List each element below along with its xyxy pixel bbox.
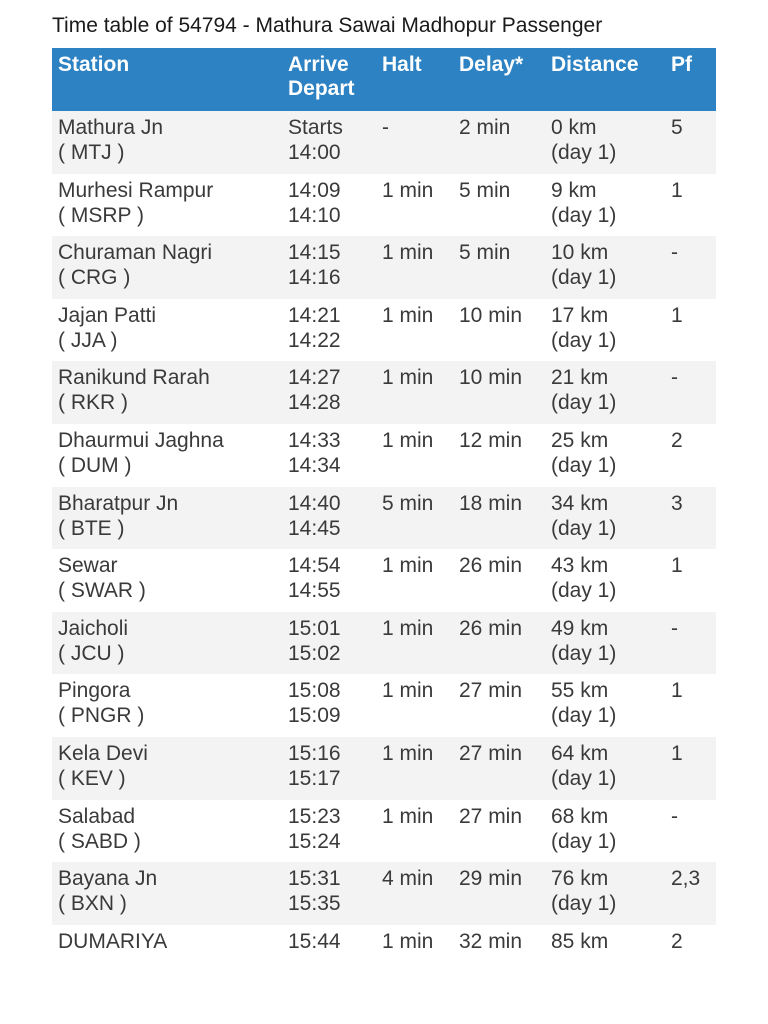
station-name: Salabad bbox=[58, 804, 136, 828]
time-cell bbox=[282, 925, 376, 988]
delay-cell bbox=[453, 674, 545, 737]
delay-value: 26 min bbox=[459, 616, 523, 640]
pf-cell bbox=[665, 737, 716, 800]
page-title: Time table of 54794 - Mathura Sawai Madhopur Passenger bbox=[52, 14, 603, 37]
platform-value: 1 bbox=[671, 679, 683, 703]
platform-value: 1 bbox=[671, 741, 683, 765]
time-cell bbox=[282, 299, 376, 362]
arrive-time: 14:21 bbox=[288, 303, 341, 327]
table-row bbox=[52, 674, 716, 737]
halt-cell bbox=[376, 925, 453, 988]
platform-value: 2 bbox=[671, 428, 683, 452]
table-row bbox=[52, 612, 716, 675]
station-code: ( SWAR ) bbox=[58, 579, 146, 603]
distance-value: 49 km bbox=[551, 616, 609, 640]
table-row bbox=[52, 549, 716, 612]
day-value: (day 1) bbox=[551, 453, 617, 477]
distance-value: 64 km bbox=[551, 741, 609, 765]
arrive-time: 15:31 bbox=[288, 867, 341, 891]
distance-value: 0 km bbox=[551, 116, 597, 139]
header-station: Station bbox=[58, 53, 130, 76]
platform-value: 1 bbox=[671, 554, 683, 578]
depart-time: 15:17 bbox=[288, 766, 341, 790]
table-row bbox=[52, 424, 716, 487]
station-name: Ranikund Rarah bbox=[58, 366, 210, 390]
halt-value: 1 min bbox=[382, 679, 434, 703]
station-cell bbox=[52, 737, 282, 800]
header-distance: Distance bbox=[551, 53, 639, 76]
station-cell bbox=[52, 862, 282, 925]
depart-time: 15:09 bbox=[288, 704, 341, 728]
depart-time: 14:10 bbox=[288, 203, 341, 227]
pf-cell bbox=[665, 299, 716, 362]
depart-time: 14:00 bbox=[288, 141, 341, 164]
delay-cell bbox=[453, 925, 545, 988]
pf-cell bbox=[665, 612, 716, 675]
station-name: Kela Devi bbox=[58, 741, 148, 765]
table-row bbox=[52, 862, 716, 925]
delay-cell bbox=[453, 487, 545, 550]
station-cell bbox=[52, 111, 282, 174]
arrive-time: 14:54 bbox=[288, 554, 341, 578]
platform-value: 2,3 bbox=[671, 867, 701, 891]
distance-value: 76 km bbox=[551, 867, 609, 891]
distance-value: 10 km bbox=[551, 241, 609, 265]
delay-value: 26 min bbox=[459, 554, 523, 578]
delay-cell bbox=[453, 549, 545, 612]
table-row bbox=[52, 174, 716, 237]
station-code: ( BTE ) bbox=[58, 516, 125, 540]
pf-cell bbox=[665, 674, 716, 737]
station-code: ( MTJ ) bbox=[58, 141, 125, 164]
station-code: ( PNGR ) bbox=[58, 704, 145, 728]
day-value: (day 1) bbox=[551, 641, 617, 665]
pf-cell bbox=[665, 800, 716, 863]
time-cell bbox=[282, 424, 376, 487]
halt-cell bbox=[376, 487, 453, 550]
halt-cell bbox=[376, 174, 453, 237]
station-name: Dhaurmui Jaghna bbox=[58, 428, 224, 452]
day-value: (day 1) bbox=[551, 766, 617, 790]
station-name: Mathura Jn bbox=[58, 116, 164, 139]
distance-value: 85 km bbox=[551, 929, 609, 953]
timetable bbox=[52, 48, 716, 987]
header-pf: Pf bbox=[671, 53, 692, 76]
station-cell bbox=[52, 236, 282, 299]
distance-value: 68 km bbox=[551, 804, 609, 828]
station-code: ( JJA ) bbox=[58, 328, 118, 352]
table-row bbox=[52, 361, 716, 424]
station-code: ( JCU ) bbox=[58, 641, 125, 665]
station-name: Murhesi Rampur bbox=[58, 178, 214, 202]
delay-cell bbox=[453, 174, 545, 237]
header-arrive-depart bbox=[282, 48, 376, 111]
depart-time: 14:55 bbox=[288, 579, 341, 603]
station-cell bbox=[52, 925, 282, 988]
station-name: Jaicholi bbox=[58, 616, 129, 640]
station-code: ( SABD ) bbox=[58, 829, 141, 853]
station-name: DUMARIYA bbox=[58, 929, 168, 953]
time-cell bbox=[282, 361, 376, 424]
halt-value: 1 min bbox=[382, 616, 434, 640]
distance-value: 43 km bbox=[551, 554, 609, 578]
day-value: (day 1) bbox=[551, 391, 617, 415]
halt-value: 1 min bbox=[382, 741, 434, 765]
table-row bbox=[52, 800, 716, 863]
distance-cell bbox=[545, 925, 665, 988]
platform-value: 3 bbox=[671, 491, 683, 515]
station-name: Bharatpur Jn bbox=[58, 491, 179, 515]
depart-time: 14:34 bbox=[288, 453, 341, 477]
day-value: (day 1) bbox=[551, 829, 617, 853]
station-cell bbox=[52, 424, 282, 487]
distance-cell bbox=[545, 174, 665, 237]
halt-value: 1 min bbox=[382, 428, 434, 452]
distance-cell bbox=[545, 612, 665, 675]
distance-cell bbox=[545, 424, 665, 487]
platform-value: - bbox=[671, 241, 678, 265]
delay-cell bbox=[453, 737, 545, 800]
station-code: ( DUM ) bbox=[58, 453, 132, 477]
delay-cell bbox=[453, 424, 545, 487]
station-cell bbox=[52, 800, 282, 863]
table-row bbox=[52, 925, 716, 988]
station-code: ( KEV ) bbox=[58, 766, 126, 790]
day-value: (day 1) bbox=[551, 203, 617, 227]
station-cell bbox=[52, 174, 282, 237]
arrive-time: 14:09 bbox=[288, 178, 341, 202]
delay-value: 18 min bbox=[459, 491, 523, 515]
pf-cell bbox=[665, 236, 716, 299]
time-cell bbox=[282, 174, 376, 237]
delay-value: 2 min bbox=[459, 116, 511, 139]
day-value: (day 1) bbox=[551, 892, 617, 916]
halt-value: 1 min bbox=[382, 303, 434, 327]
halt-cell bbox=[376, 737, 453, 800]
arrive-time: 14:40 bbox=[288, 491, 341, 515]
pf-cell bbox=[665, 549, 716, 612]
halt-value: 1 min bbox=[382, 241, 434, 265]
time-cell bbox=[282, 737, 376, 800]
station-cell bbox=[52, 361, 282, 424]
table-row bbox=[52, 111, 716, 174]
halt-value: 5 min bbox=[382, 491, 434, 515]
depart-time: 14:28 bbox=[288, 391, 341, 415]
station-cell bbox=[52, 612, 282, 675]
station-code: ( BXN ) bbox=[58, 892, 127, 916]
halt-value: 1 min bbox=[382, 929, 434, 953]
halt-value: 1 min bbox=[382, 366, 434, 390]
arrive-time: 15:23 bbox=[288, 804, 341, 828]
arrive-time: 15:01 bbox=[288, 616, 341, 640]
distance-cell bbox=[545, 737, 665, 800]
platform-value: 2 bbox=[671, 929, 683, 953]
halt-cell bbox=[376, 236, 453, 299]
station-cell bbox=[52, 299, 282, 362]
distance-value: 25 km bbox=[551, 428, 609, 452]
delay-value: 32 min bbox=[459, 929, 523, 953]
delay-value: 27 min bbox=[459, 679, 523, 703]
time-cell bbox=[282, 800, 376, 863]
time-cell bbox=[282, 549, 376, 612]
time-cell bbox=[282, 111, 376, 174]
depart-time: 14:45 bbox=[288, 516, 341, 540]
time-cell bbox=[282, 862, 376, 925]
distance-value: 17 km bbox=[551, 303, 609, 327]
header-arrive: Arrive bbox=[288, 53, 349, 76]
distance-cell bbox=[545, 487, 665, 550]
station-name: Churaman Nagri bbox=[58, 241, 213, 265]
distance-value: 9 km bbox=[551, 178, 597, 202]
time-cell bbox=[282, 612, 376, 675]
distance-cell bbox=[545, 361, 665, 424]
depart-time: 15:02 bbox=[288, 641, 341, 665]
time-cell bbox=[282, 674, 376, 737]
arrive-time: Starts bbox=[288, 116, 343, 139]
depart-time: 15:24 bbox=[288, 829, 341, 853]
delay-cell bbox=[453, 299, 545, 362]
arrive-time: 14:15 bbox=[288, 241, 341, 265]
delay-value: 12 min bbox=[459, 428, 523, 452]
halt-cell bbox=[376, 299, 453, 362]
arrive-time: 14:33 bbox=[288, 428, 341, 452]
header-halt: Halt bbox=[382, 53, 422, 76]
delay-value: 5 min bbox=[459, 241, 511, 265]
pf-cell bbox=[665, 111, 716, 174]
halt-cell bbox=[376, 674, 453, 737]
header-depart: Depart bbox=[288, 77, 355, 100]
delay-value: 27 min bbox=[459, 741, 523, 765]
station-name: Sewar bbox=[58, 554, 118, 578]
platform-value: 1 bbox=[671, 178, 683, 202]
depart-time: 15:35 bbox=[288, 892, 341, 916]
distance-cell bbox=[545, 800, 665, 863]
station-code: ( MSRP ) bbox=[58, 203, 144, 227]
halt-cell bbox=[376, 612, 453, 675]
table-row bbox=[52, 737, 716, 800]
distance-cell bbox=[545, 862, 665, 925]
distance-cell bbox=[545, 236, 665, 299]
distance-value: 55 km bbox=[551, 679, 609, 703]
distance-value: 34 km bbox=[551, 491, 609, 515]
table-row bbox=[52, 487, 716, 550]
halt-cell bbox=[376, 111, 453, 174]
halt-value: 1 min bbox=[382, 178, 434, 202]
time-cell bbox=[282, 236, 376, 299]
delay-cell bbox=[453, 800, 545, 863]
table-header-row bbox=[52, 48, 716, 111]
halt-cell bbox=[376, 862, 453, 925]
delay-cell bbox=[453, 612, 545, 675]
distance-value: 21 km bbox=[551, 366, 609, 390]
pf-cell bbox=[665, 925, 716, 988]
delay-cell bbox=[453, 862, 545, 925]
time-cell bbox=[282, 487, 376, 550]
station-cell bbox=[52, 487, 282, 550]
delay-cell bbox=[453, 111, 545, 174]
halt-cell bbox=[376, 800, 453, 863]
halt-value: 1 min bbox=[382, 804, 434, 828]
halt-cell bbox=[376, 361, 453, 424]
distance-cell bbox=[545, 549, 665, 612]
station-name: Pingora bbox=[58, 679, 131, 703]
delay-value: 10 min bbox=[459, 303, 523, 327]
header-delay: Delay* bbox=[459, 53, 524, 76]
arrive-time: 15:08 bbox=[288, 679, 341, 703]
delay-value: 5 min bbox=[459, 178, 511, 202]
timetable-body bbox=[52, 111, 716, 987]
station-code: ( CRG ) bbox=[58, 266, 131, 290]
day-value: (day 1) bbox=[551, 328, 617, 352]
halt-value: 4 min bbox=[382, 867, 434, 891]
platform-value: - bbox=[671, 366, 678, 390]
depart-time: 14:22 bbox=[288, 328, 341, 352]
table-row bbox=[52, 236, 716, 299]
station-cell bbox=[52, 549, 282, 612]
depart-time: 14:16 bbox=[288, 266, 341, 290]
day-value: (day 1) bbox=[551, 516, 617, 540]
day-value: (day 1) bbox=[551, 266, 617, 290]
distance-cell bbox=[545, 111, 665, 174]
halt-value: - bbox=[382, 116, 389, 139]
arrive-time: 14:27 bbox=[288, 366, 341, 390]
delay-value: 27 min bbox=[459, 804, 523, 828]
day-value: (day 1) bbox=[551, 141, 617, 164]
delay-cell bbox=[453, 236, 545, 299]
arrive-time: 15:16 bbox=[288, 741, 341, 765]
platform-value: - bbox=[671, 804, 678, 828]
station-code: ( RKR ) bbox=[58, 391, 128, 415]
distance-cell bbox=[545, 674, 665, 737]
station-name: Jajan Patti bbox=[58, 303, 157, 327]
pf-cell bbox=[665, 361, 716, 424]
delay-value: 10 min bbox=[459, 366, 523, 390]
platform-value: - bbox=[671, 616, 678, 640]
platform-value: 1 bbox=[671, 303, 683, 327]
delay-cell bbox=[453, 361, 545, 424]
halt-cell bbox=[376, 549, 453, 612]
station-cell bbox=[52, 674, 282, 737]
day-value: (day 1) bbox=[551, 704, 617, 728]
station-name: Bayana Jn bbox=[58, 867, 158, 891]
pf-cell bbox=[665, 174, 716, 237]
halt-value: 1 min bbox=[382, 554, 434, 578]
arrive-time: 15:44 bbox=[288, 929, 341, 953]
platform-value: 5 bbox=[671, 116, 683, 139]
pf-cell bbox=[665, 862, 716, 925]
halt-cell bbox=[376, 424, 453, 487]
pf-cell bbox=[665, 424, 716, 487]
distance-cell bbox=[545, 299, 665, 362]
pf-cell bbox=[665, 487, 716, 550]
day-value: (day 1) bbox=[551, 579, 617, 603]
delay-value: 29 min bbox=[459, 867, 523, 891]
table-row bbox=[52, 299, 716, 362]
